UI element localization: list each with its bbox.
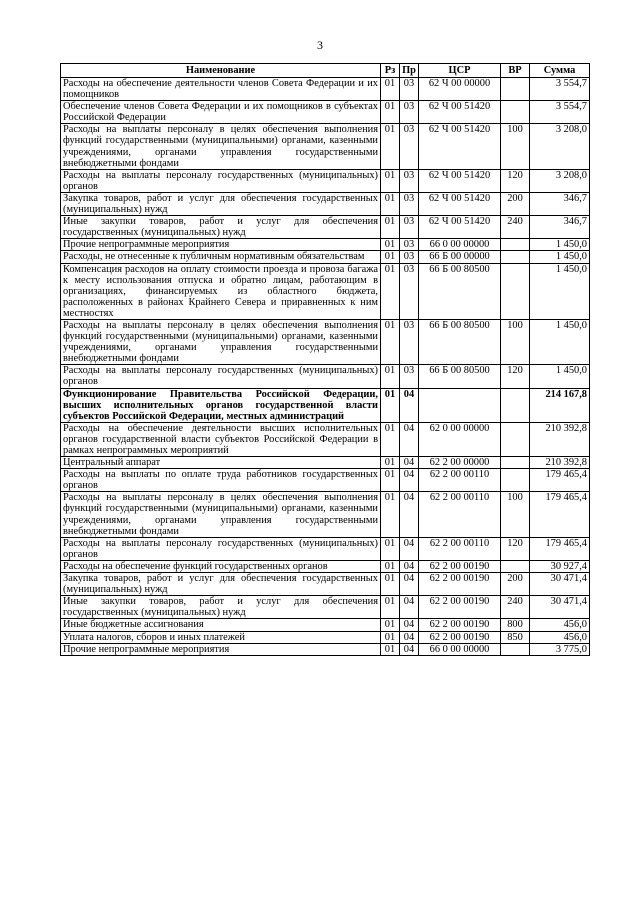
cell-pr: 03: [400, 124, 419, 169]
table-row: [61, 573, 590, 596]
cell-vr: [501, 239, 530, 251]
cell-sum: 3 554,7: [530, 78, 590, 101]
cell-pr: 04: [400, 457, 419, 469]
cell-csr: 62 Ч 00 00000: [419, 78, 501, 101]
cell-vr: 200: [501, 192, 530, 215]
cell-name: Уплата налогов, сборов и иных платежей: [61, 631, 381, 643]
cell-pr: 04: [400, 619, 419, 631]
cell-pr: 04: [400, 492, 419, 537]
cell-pr: 03: [400, 263, 419, 319]
cell-name: Прочие непрограммные мероприятия: [61, 643, 381, 655]
cell-vr: 200: [501, 573, 530, 596]
cell-csr: 66 Б 00 80500: [419, 263, 501, 319]
table-row: [61, 101, 590, 124]
cell-vr: [501, 643, 530, 655]
cell-csr: 62 2 00 00190: [419, 619, 501, 631]
cell-rz: 01: [381, 643, 400, 655]
cell-vr: [501, 422, 530, 456]
cell-vr: 120: [501, 537, 530, 560]
header-rz: Рз: [381, 64, 400, 78]
table-row: [61, 251, 590, 263]
cell-csr: 66 Б 00 80500: [419, 319, 501, 364]
cell-pr: 04: [400, 643, 419, 655]
cell-name: Закупка товаров, работ и услуг для обеспечения государственных (муниципальных) нужд: [61, 573, 381, 596]
cell-rz: 01: [381, 388, 400, 422]
cell-rz: 01: [381, 422, 400, 456]
cell-name: Прочие непрограммные мероприятия: [61, 239, 381, 251]
cell-sum: 210 392,8: [530, 457, 590, 469]
table-header-row: [61, 64, 590, 78]
cell-rz: 01: [381, 251, 400, 263]
cell-pr: 03: [400, 365, 419, 388]
cell-pr: 03: [400, 251, 419, 263]
cell-pr: 04: [400, 422, 419, 456]
table-row: [61, 365, 590, 388]
cell-sum: 30 927,4: [530, 560, 590, 572]
budget-table: [60, 63, 590, 656]
table-row: [61, 492, 590, 537]
cell-csr: [419, 388, 501, 422]
cell-pr: 03: [400, 78, 419, 101]
cell-rz: 01: [381, 492, 400, 537]
cell-rz: 01: [381, 537, 400, 560]
cell-pr: 03: [400, 216, 419, 239]
cell-vr: 850: [501, 631, 530, 643]
cell-name: Обеспечение членов Совета Федерации и их помощников в субъектах Российской Федерации: [61, 101, 381, 124]
cell-vr: 240: [501, 216, 530, 239]
cell-sum: 1 450,0: [530, 365, 590, 388]
cell-sum: 346,7: [530, 192, 590, 215]
cell-rz: 01: [381, 101, 400, 124]
table-row: [61, 388, 590, 422]
cell-pr: 04: [400, 631, 419, 643]
cell-sum: 179 465,4: [530, 492, 590, 537]
header-csr: ЦСР: [419, 64, 501, 78]
cell-rz: 01: [381, 263, 400, 319]
cell-csr: 62 Ч 00 51420: [419, 101, 501, 124]
cell-sum: 1 450,0: [530, 263, 590, 319]
cell-name: Иные закупки товаров, работ и услуг для обеспечения государственных (муниципальных) нужд: [61, 216, 381, 239]
cell-vr: 100: [501, 492, 530, 537]
cell-sum: 3 208,0: [530, 169, 590, 192]
cell-csr: 62 2 00 00190: [419, 596, 501, 619]
cell-csr: 62 Ч 00 51420: [419, 169, 501, 192]
table-row: [61, 192, 590, 215]
cell-pr: 04: [400, 596, 419, 619]
cell-pr: 04: [400, 469, 419, 492]
cell-sum: 3 775,0: [530, 643, 590, 655]
cell-pr: 04: [400, 560, 419, 572]
cell-sum: 456,0: [530, 631, 590, 643]
table-row: [61, 216, 590, 239]
cell-sum: 1 450,0: [530, 251, 590, 263]
cell-csr: 62 2 00 00190: [419, 573, 501, 596]
cell-rz: 01: [381, 596, 400, 619]
cell-sum: 179 465,4: [530, 537, 590, 560]
cell-rz: 01: [381, 124, 400, 169]
header-vr: ВР: [501, 64, 530, 78]
cell-csr: 62 2 00 00190: [419, 560, 501, 572]
cell-vr: [501, 388, 530, 422]
cell-pr: 03: [400, 101, 419, 124]
table-row: [61, 596, 590, 619]
cell-csr: 62 0 00 00000: [419, 422, 501, 456]
cell-sum: 3 208,0: [530, 124, 590, 169]
cell-vr: [501, 560, 530, 572]
cell-vr: [501, 469, 530, 492]
cell-vr: [501, 78, 530, 101]
table-body: [61, 78, 590, 656]
table-row: [61, 422, 590, 456]
table-row: [61, 78, 590, 101]
cell-name: Компенсация расходов на оплату стоимости проезда и провоза багажа к месту использования отпуска и обратно лицам, работающим в организациях, финансируемых из областного бюджета, расположенных в районах Крайнего Севера и приравненных к ним местностях: [61, 263, 381, 319]
cell-pr: 03: [400, 239, 419, 251]
cell-csr: 62 Ч 00 51420: [419, 216, 501, 239]
cell-rz: 01: [381, 457, 400, 469]
cell-vr: 120: [501, 169, 530, 192]
table-row: [61, 643, 590, 655]
cell-vr: [501, 457, 530, 469]
header-sum: Сумма: [530, 64, 590, 78]
cell-vr: 120: [501, 365, 530, 388]
cell-sum: 210 392,8: [530, 422, 590, 456]
cell-csr: 62 2 00 00000: [419, 457, 501, 469]
cell-sum: 346,7: [530, 216, 590, 239]
cell-name: Расходы на обеспечение функций государственных органов: [61, 560, 381, 572]
cell-name: Расходы на выплаты по оплате труда работников государственных органов: [61, 469, 381, 492]
header-pr: Пр: [400, 64, 419, 78]
cell-vr: [501, 101, 530, 124]
cell-pr: 03: [400, 319, 419, 364]
cell-name: Расходы на выплаты персоналу в целях обеспечения выполнения функций государственными (муниципальными) органами, казенными учреждениями, органами управления государственными внебюджетными фондами: [61, 124, 381, 169]
cell-name: Центральный аппарат: [61, 457, 381, 469]
cell-sum: 1 450,0: [530, 239, 590, 251]
cell-csr: 62 2 00 00110: [419, 537, 501, 560]
table-row: [61, 537, 590, 560]
table-row: [61, 619, 590, 631]
cell-rz: 01: [381, 560, 400, 572]
cell-csr: 62 2 00 00190: [419, 631, 501, 643]
cell-pr: 03: [400, 169, 419, 192]
cell-vr: 100: [501, 319, 530, 364]
cell-vr: 240: [501, 596, 530, 619]
cell-sum: 179 465,4: [530, 469, 590, 492]
cell-sum: 214 167,8: [530, 388, 590, 422]
cell-sum: 30 471,4: [530, 573, 590, 596]
cell-name: Закупка товаров, работ и услуг для обеспечения государственных (муниципальных) нужд: [61, 192, 381, 215]
cell-csr: 62 Ч 00 51420: [419, 192, 501, 215]
cell-sum: 30 471,4: [530, 596, 590, 619]
cell-csr: 62 2 00 00110: [419, 492, 501, 537]
table-row: [61, 457, 590, 469]
cell-rz: 01: [381, 573, 400, 596]
cell-rz: 01: [381, 631, 400, 643]
table-row: [61, 319, 590, 364]
cell-name: Расходы на выплаты персоналу государственных (муниципальных) органов: [61, 537, 381, 560]
table-row: [61, 263, 590, 319]
cell-rz: 01: [381, 169, 400, 192]
cell-vr: 800: [501, 619, 530, 631]
cell-name: Расходы, не отнесенные к публичным нормативным обязательствам: [61, 251, 381, 263]
cell-rz: 01: [381, 216, 400, 239]
cell-csr: 66 0 00 00000: [419, 643, 501, 655]
page-number: 3: [317, 38, 323, 52]
cell-name: Расходы на выплаты персоналу в целях обеспечения выполнения функций государственными (муниципальными) органами, казенными учреждениями, органами управления государственными внебюджетными фондами: [61, 319, 381, 364]
cell-name: Функционирование Правительства Российской Федерации, высших исполнительных органов государственной власти субъектов Российской Федерации, местных администраций: [61, 388, 381, 422]
cell-name: Расходы на обеспечение деятельности высших исполнительных органов государственной власти субъектов Российской Федерации в рамках непрограммных мероприятий: [61, 422, 381, 456]
cell-rz: 01: [381, 619, 400, 631]
cell-rz: 01: [381, 319, 400, 364]
cell-csr: 62 2 00 00110: [419, 469, 501, 492]
cell-sum: 3 554,7: [530, 101, 590, 124]
cell-pr: 03: [400, 192, 419, 215]
cell-rz: 01: [381, 192, 400, 215]
cell-pr: 04: [400, 537, 419, 560]
table-row: [61, 124, 590, 169]
cell-pr: 04: [400, 388, 419, 422]
cell-name: Иные бюджетные ассигнования: [61, 619, 381, 631]
cell-rz: 01: [381, 239, 400, 251]
cell-rz: 01: [381, 365, 400, 388]
cell-sum: 1 450,0: [530, 319, 590, 364]
cell-pr: 04: [400, 573, 419, 596]
cell-name: Расходы на обеспечение деятельности членов Совета Федерации и их помощников: [61, 78, 381, 101]
cell-name: Иные закупки товаров, работ и услуг для обеспечения государственных (муниципальных) нужд: [61, 596, 381, 619]
cell-rz: 01: [381, 469, 400, 492]
cell-csr: 66 Б 00 00000: [419, 251, 501, 263]
cell-vr: [501, 263, 530, 319]
cell-csr: 62 Ч 00 51420: [419, 124, 501, 169]
cell-name: Расходы на выплаты персоналу государственных (муниципальных) органов: [61, 169, 381, 192]
cell-csr: 66 0 00 00000: [419, 239, 501, 251]
table-row: [61, 239, 590, 251]
cell-csr: 66 Б 00 80500: [419, 365, 501, 388]
table-row: [61, 169, 590, 192]
cell-sum: 456,0: [530, 619, 590, 631]
cell-vr: [501, 251, 530, 263]
table-row: [61, 560, 590, 572]
table-row: [61, 631, 590, 643]
table-row: [61, 469, 590, 492]
header-name: Наименование: [61, 64, 381, 78]
cell-rz: 01: [381, 78, 400, 101]
cell-name: Расходы на выплаты персоналу в целях обеспечения выполнения функций государственными (муниципальными) органами, казенными учреждениями, органами управления государственными внебюджетными фондами: [61, 492, 381, 537]
cell-name: Расходы на выплаты персоналу государственных (муниципальных) органов: [61, 365, 381, 388]
cell-vr: 100: [501, 124, 530, 169]
